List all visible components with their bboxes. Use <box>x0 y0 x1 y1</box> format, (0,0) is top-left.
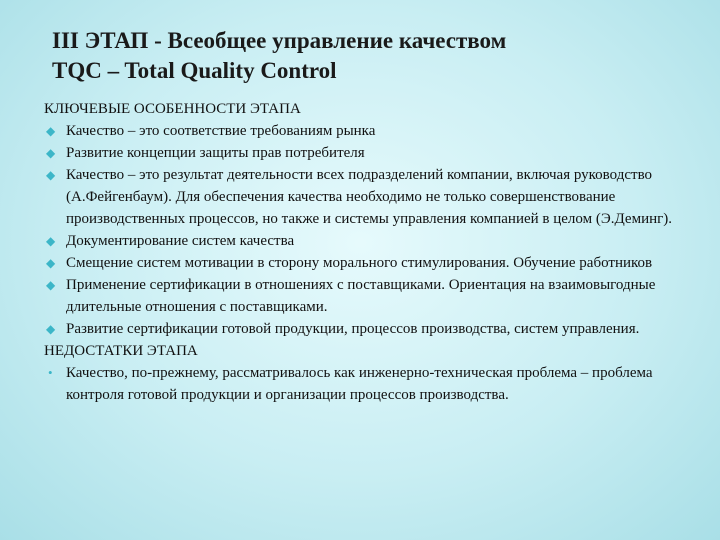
diamond-bullet-icon: ◆ <box>46 124 56 138</box>
list-item <box>44 362 694 406</box>
list-item <box>44 120 694 142</box>
list-item <box>44 230 694 252</box>
diamond-bullet-icon: ◆ <box>46 168 56 182</box>
list-item-text: Развитие концепции защиты прав потребителя <box>66 145 365 161</box>
list-item <box>44 318 694 340</box>
list-item-text: Развитие сертификации готовой продукции, процессов производства, систем управления. <box>66 321 640 337</box>
list-item-text: Качество, по-прежнему, рассматривалось как инженерно-техническая проблема – проблема контроля готовой продукции и организации процессов производства. <box>66 365 653 403</box>
diamond-bullet-icon: ◆ <box>46 322 56 336</box>
list-item <box>44 142 694 164</box>
features-list <box>44 120 694 340</box>
diamond-bullet-icon: ◆ <box>46 234 56 248</box>
list-item-text: Смещение систем мотивации в сторону морального стимулирования. Обучение работников <box>66 255 653 271</box>
drawbacks-list <box>44 362 694 406</box>
title-line-1: III ЭТАП - Всеобщее управление качеством <box>52 28 507 53</box>
diamond-bullet-icon: ◆ <box>46 278 56 292</box>
title-line-2: TQC – Total Quality Control <box>52 58 337 83</box>
slide-content <box>44 98 694 406</box>
list-item <box>44 164 694 230</box>
list-item-text: Качество – это результат деятельности всех подразделений компании, включая руководство (А.Фейгенбаум). Для обеспечения качества необходимо не только совершенствование производственных процессов, но также и системы управления компанией в целом (Э.Деминг). <box>66 167 673 227</box>
list-item-text: Качество – это соответствие требованиям рынка <box>66 123 376 139</box>
slide-title <box>52 26 692 86</box>
list-item <box>44 252 694 274</box>
drawbacks-heading: НЕДОСТАТКИ ЭТАПА <box>44 343 198 359</box>
list-item-text: Документирование систем качества <box>66 233 295 249</box>
features-heading: КЛЮЧЕВЫЕ ОСОБЕННОСТИ ЭТАПА <box>44 101 301 117</box>
list-item <box>44 274 694 318</box>
diamond-bullet-icon: ◆ <box>46 146 56 160</box>
list-item-text: Применение сертификации в отношениях с поставщиками. Ориентация на взаимовыгодные длительные отношения с поставщиками. <box>66 277 656 315</box>
diamond-bullet-icon: ◆ <box>46 256 56 270</box>
dot-bullet-icon: • <box>48 365 53 380</box>
